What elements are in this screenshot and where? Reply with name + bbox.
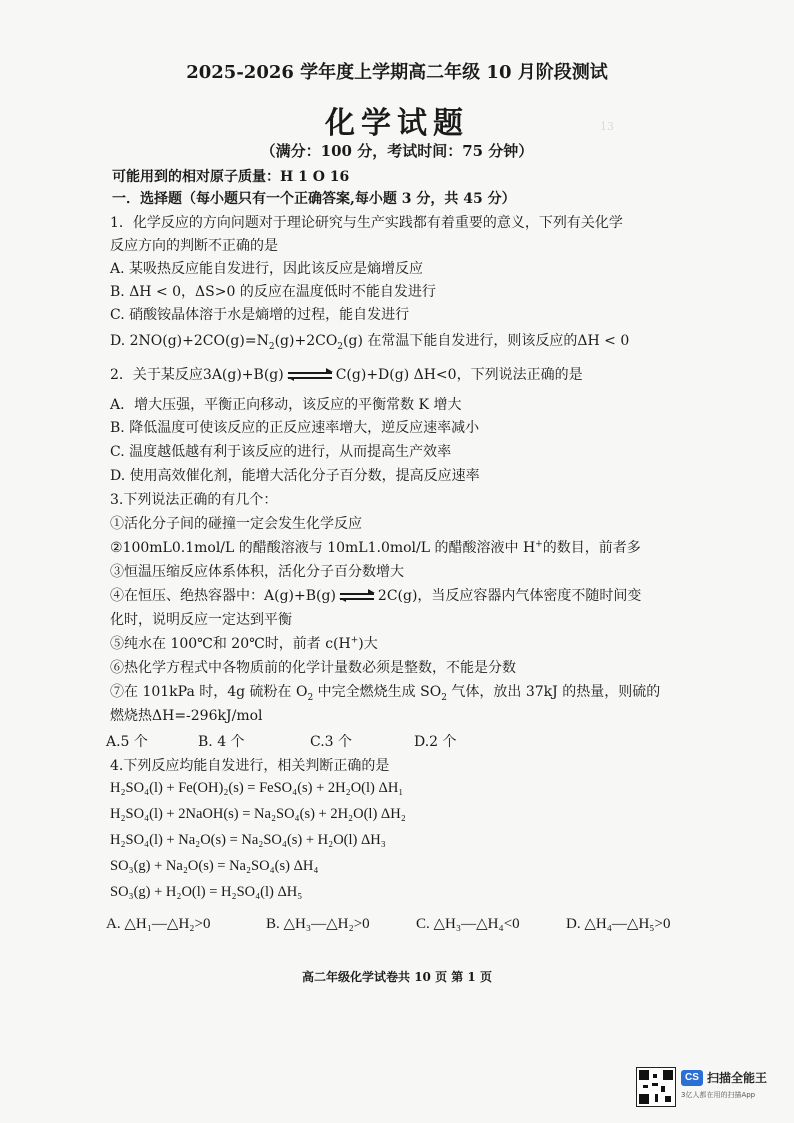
q1-option-c: C. 硝酸铵晶体溶于水是熵增的过程，能自发进行 — [110, 307, 410, 323]
q4-equation-2: H₂SO₄(l) + 2NaOH(s) = Na₂SO₄(s) + 2H₂O(l) ΔH₂ — [110, 806, 406, 822]
q4-equation-5: SO₃(g) + H₂O(l) = H₂SO₄(l) ΔH₅ — [110, 884, 303, 900]
qr-code-icon — [636, 1067, 676, 1107]
q3-statement-4 — [110, 585, 641, 605]
subscript: 2 — [337, 341, 344, 352]
q4-equation-3: H₂SO₄(l) + Na₂O(s) = Na₂SO₄(s) + H₂O(l) ΔH₃ — [110, 832, 386, 848]
q2-stem-part1: 2．关于某反应3A(g)+B(g) — [110, 367, 284, 383]
q2-option-b: B. 降低温度可使该反应的正反应速率增大，逆反应速率减小 — [110, 420, 480, 436]
q3-statement-1: ①活化分子间的碰撞一定会发生化学反应 — [110, 516, 362, 532]
q3-statement-7 — [110, 681, 660, 703]
q3-option-c: C.3 个 — [310, 734, 353, 750]
equilibrium-arrow-icon — [340, 591, 374, 601]
page-title: 化学试题 — [325, 106, 469, 141]
q1-d-part1: D. 2NO(g)+2CO(g)=N — [110, 333, 269, 349]
q3-s4-part1: ④在恒压、绝热容器中：A(g)+B(g) — [110, 588, 336, 604]
equilibrium-arrow-icon — [288, 370, 332, 380]
q2-option-d: D. 使用高效催化剂，能增大活化分子百分数，提高反应速率 — [110, 468, 480, 484]
q3-s2-part2: 的数目，前者多 — [542, 540, 641, 556]
q4-stem: 4.下列反应均能自发进行，相关判断正确的是 — [110, 758, 390, 774]
scanner-brand-name: 扫描全能王 — [707, 1071, 768, 1085]
q3-s7-part3: 气体，放出 37kJ 的热量，则硫的 — [446, 684, 661, 700]
q3-statement-6: ⑥热化学方程式中各物质前的化学计量数必须是整数，不能是分数 — [110, 660, 516, 676]
q2-stem — [110, 364, 583, 384]
camscanner-logo-icon: CS — [681, 1070, 703, 1086]
q1-stem-line1: 1．化学反应的方向问题对于理论研究与生产实践都有着重要的意义，下列有关化学 — [110, 215, 623, 231]
exam-header: 2025-2026 学年度上学期高二年级 10 月阶段测试 — [186, 62, 608, 83]
q1-option-b: B. ΔH < 0，ΔS>0 的反应在温度低时不能自发进行 — [110, 284, 436, 300]
page-footer: 高二年级化学试卷共 10 页 第 1 页 — [302, 970, 492, 984]
q3-option-a: A.5 个 — [106, 734, 148, 750]
q3-statement-4-line2: 化时，说明反应一定达到平衡 — [110, 612, 292, 628]
q1-d-part3: (g) 在常温下能自发进行，则该反应的ΔH < 0 — [343, 333, 630, 349]
q3-stem: 3.下列说法正确的有几个： — [110, 492, 278, 508]
q4-option-d: D. △H₄—△H₅>0 — [566, 916, 671, 932]
q2-option-a: A．增大压强，平衡正向移动，该反应的平衡常数 K 增大 — [110, 397, 462, 413]
q3-statement-3: ③恒温压缩反应体系体积，活化分子百分数增大 — [110, 564, 404, 580]
section-heading: 一．选择题（每小题只有一个正确答案,每小题 3 分，共 45 分） — [112, 191, 516, 207]
q3-s7-part1: ⑦在 101kPa 时，4g 硫粉在 O — [110, 684, 308, 700]
bleed-through: 13 — [600, 120, 614, 133]
q1-option-a: A. 某吸热反应能自发进行，因此该反应是熵增反应 — [110, 261, 424, 277]
scanner-tagline: 3亿人都在用的扫描App — [681, 1091, 756, 1099]
q4-equation-1: H₂SO₄(l) + Fe(OH)₂(s) = FeSO₄(s) + 2H₂O(l) ΔH₁ — [110, 780, 404, 796]
q3-s7-part2: 中完全燃烧生成 SO — [313, 684, 442, 700]
subscript: 2 — [441, 692, 447, 703]
superscript: + — [350, 635, 359, 646]
q1-d-part2: (g)+2CO — [274, 333, 338, 349]
q3-option-b: B. 4 个 — [198, 734, 245, 750]
q1-stem-line2: 反应方向的判断不正确的是 — [110, 238, 278, 254]
q3-statement-5 — [110, 633, 378, 653]
q3-s2-part1: ②100mL0.1mol/L 的醋酸溶液与 10mL1.0mol/L 的醋酸溶液中 H — [110, 540, 536, 556]
q3-statement-7-line2: 燃烧热ΔH=-296kJ/mol — [110, 708, 263, 724]
q1-option-d — [110, 330, 629, 352]
q3-statement-2 — [110, 537, 641, 557]
subscript: 2 — [268, 341, 275, 352]
q3-s5-part1: ⑤纯水在 100℃和 20℃时，前者 c(H — [110, 636, 351, 652]
q3-option-d: D.2 个 — [414, 734, 457, 750]
subscript: 2 — [307, 692, 314, 703]
q2-option-c: C. 温度越低越有利于该反应的进行，从而提高生产效率 — [110, 444, 452, 460]
q3-s5-part2: )大 — [358, 636, 378, 652]
q4-equation-4: SO₃(g) + Na₂O(s) = Na₂SO₄(s) ΔH₄ — [110, 858, 319, 874]
q3-s4-part2: 2C(g)，当反应容器内气体密度不随时间变 — [377, 588, 642, 604]
q4-option-b: B. △H₃—△H₂>0 — [266, 916, 370, 932]
superscript: + — [535, 539, 543, 550]
q4-option-c: C. △H₃—△H₄<0 — [416, 916, 520, 932]
q4-option-a: A. △H₁—△H₂>0 — [106, 916, 211, 932]
exam-subtitle: （满分：100 分，考试时间：75 分钟） — [260, 142, 534, 160]
atomic-masses: 可能用到的相对原子质量：H 1 O 16 — [112, 169, 350, 185]
q2-stem-part2: C(g)+D(g) ΔH<0，下列说法正确的是 — [335, 367, 583, 383]
